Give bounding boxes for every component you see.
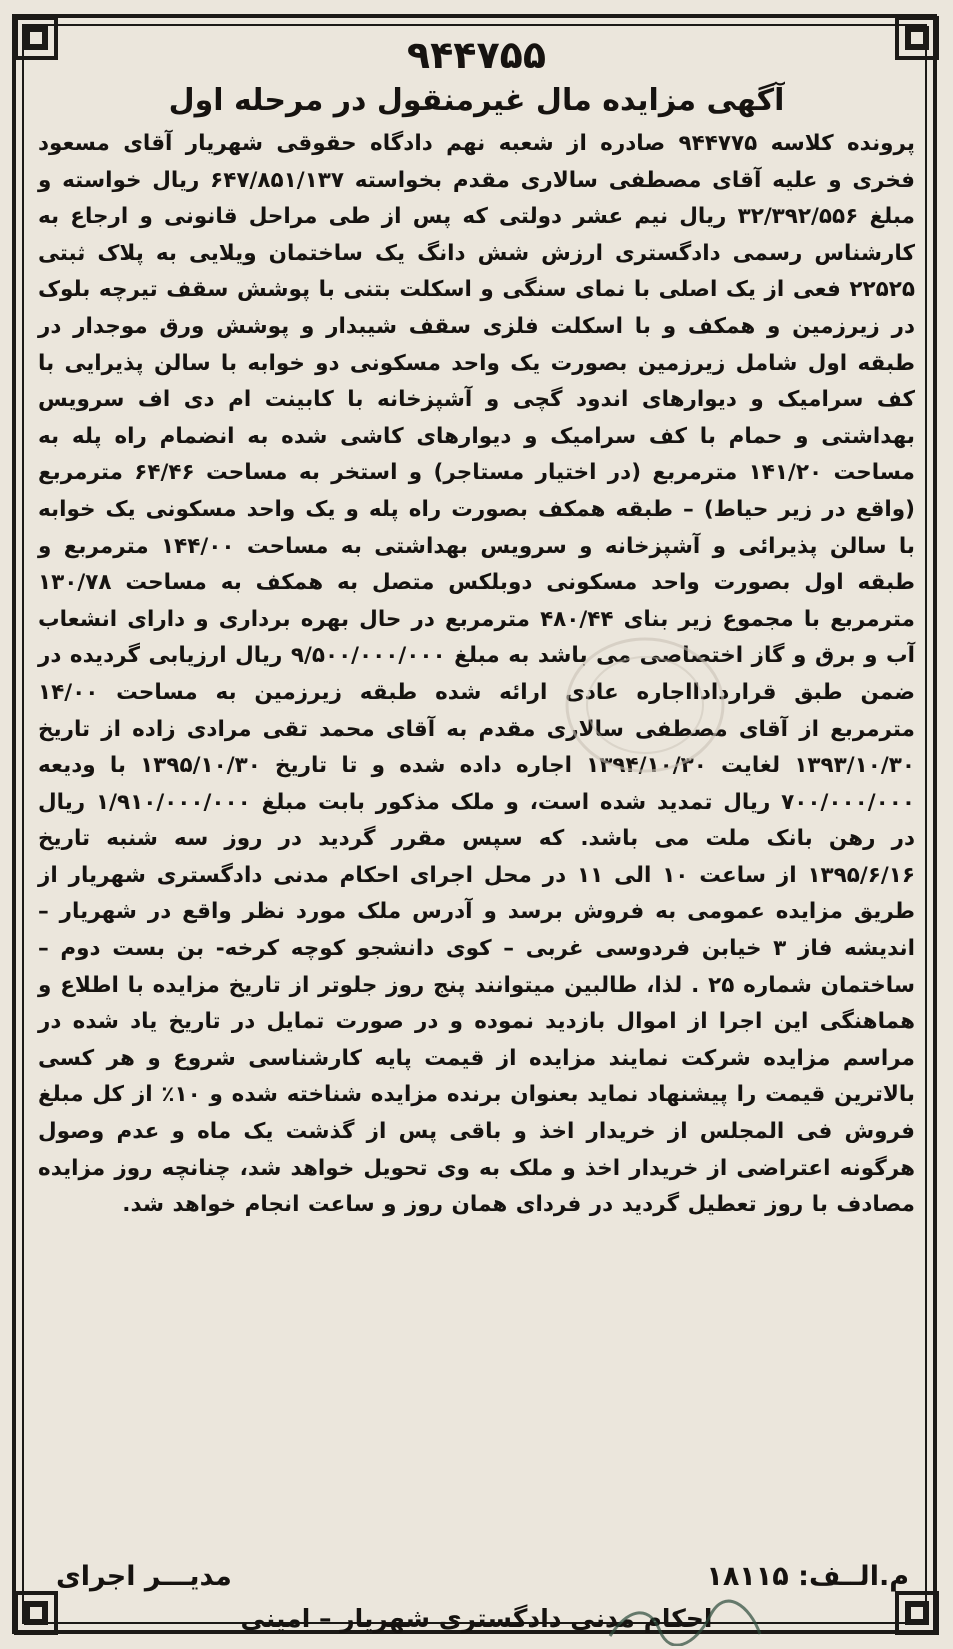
notice-file-number: ۹۴۴۷۵۵	[406, 33, 547, 77]
notice-footer	[38, 1555, 915, 1635]
notice-body: پرونده کلاسه ۹۴۴۷۷۵ صادره از شعبه نهم دادگاه حقوقی شهریار آقای مسعود فخری و علیه آقای مصطفی سالاری مقدم بخواسته ۶۴۷/۸۵۱/۱۳۷ ریال خواسته و مبلغ ۳۲/۳۹۲/۵۵۶ ریال نیم عشر دولتی که پس از طی مراحل قانونی و ارجاع به کارشناس رسمی دادگستری ارزش شش دانگ یک ساختمان ویلایی به پلاک ثبتی ۲۲۵۲۵ فعی از یک اصلی با نمای سنگی و اسکلت بتنی با پوشش سقف تیرچه بلوک در زیرزمین و همکف و با اسکلت فلزی سقف شیبدار و پوشش ورق موجدار در طبقه اول شامل زیرزمین بصورت یک واحد مسکونی دو خوابه با سالن پذیرایی با کف سرامیک و دیوارهای اندود گچی و آشپزخانه با کابینت ام دی اف سرویس بهداشتی و حمام با کف سرامیک و دیوارهای کاشی شده به انضمام راه پله به مساحت ۱۴۱/۲۰ مترمربع (در اختیار مستاجر) و استخر به مساحت ۶۴/۴۶ مترمربع (واقع در زیر حیاط) – طبقه همکف بصورت راه پله و یک واحد مسکونی یک خوابه با سالن پذیرائی و آشپزخانه و سرویس بهداشتی به مساحت ۱۴۴/۰۰ مترمربع و طبقه اول بصورت واحد مسکونی دوبلکس متصل به همکف به مساحت ۱۳۰/۷۸ مترمربع با مجموع زیر بنای ۴۸۰/۴۴ مترمربع در حال بهره برداری و دارای انشعاب آب و برق و گاز اختصاصی می باشد به مبلغ ۹/۵۰۰/۰۰۰/۰۰۰ ریال ارزیابی گردیده در ضمن طبق قراردادااجاره عادی ارائه شده طبقه زیرزمین به مساحت ۱۴/۰۰ مترمربع از آقای مصطفی سالاری مقدم به آقای محمد تقی مرادی زاده از تاریخ ۱۳۹۳/۱۰/۳۰ لغایت ۱۳۹۴/۱۰/۳۰ اجاره داده شده و تا تاریخ ۱۳۹۵/۱۰/۳۰ با ودیعه ۷۰۰/۰۰۰/۰۰۰ ریال تمدید شده است، و ملک مذکور بابت مبلغ ۱/۹۱۰/۰۰۰/۰۰۰ ریال در رهن بانک ملت می باشد. که سپس مقرر گردید در روز سه شنبه تاریخ ۱۳۹۵/۶/۱۶ از ساعت ۱۰ الی ۱۱ در محل اجرای احکام مدنی دادگستری شهریار از طریق مزایده عمومی به فروش برسد و آدرس ملک مورد نظر واقع در شهریار – اندیشه فاز ۳ خیابن فردوسی غربی – کوی دانشجو کوچه کرخه- بن بست دوم – ساختمان شماره ۲۵ . لذا، طالبین میتوانند پنج روز جلوتر از تاریخ مزایده با اطلاع و هماهنگی این اجرا از اموال بازدید نموده و در صورت تمایل در تاریخ یاد شده در مراسم مزایده شرکت نمایند مزایده از قیمت پایه کارشناسی شروع و هر کسی بالاترین قیمت را پیشنهاد نماید بعنوان برنده مزایده شناخته شده و ۱۰٪ از کل مبلغ فروش فی المجلس از خریدار اخذ و باقی پس از گذشت یک ماه و عدم وصول هرگونه اعتراضی از خریدار اخذ و ملک به وی تحویل خواهد شد، چنانچه روز مزایده مصادف با روز تعطیل گردید در فردای همان روز و ساعت انجام خواهد شد.	[38, 131, 916, 1218]
signatory-title: مدیـــر اجرای	[56, 1561, 232, 1592]
handwritten-mark-icon	[600, 1596, 770, 1646]
notice-heading: آگهی مزایده مال غیرمنقول در مرحله اول	[168, 83, 785, 118]
signatory-organization: احکام مدنی دادگستری شهریار – امینی	[240, 1604, 713, 1633]
reference-code: م.الــف: ۱۸۱۱۵	[706, 1561, 909, 1592]
notice-content	[38, 30, 916, 1633]
